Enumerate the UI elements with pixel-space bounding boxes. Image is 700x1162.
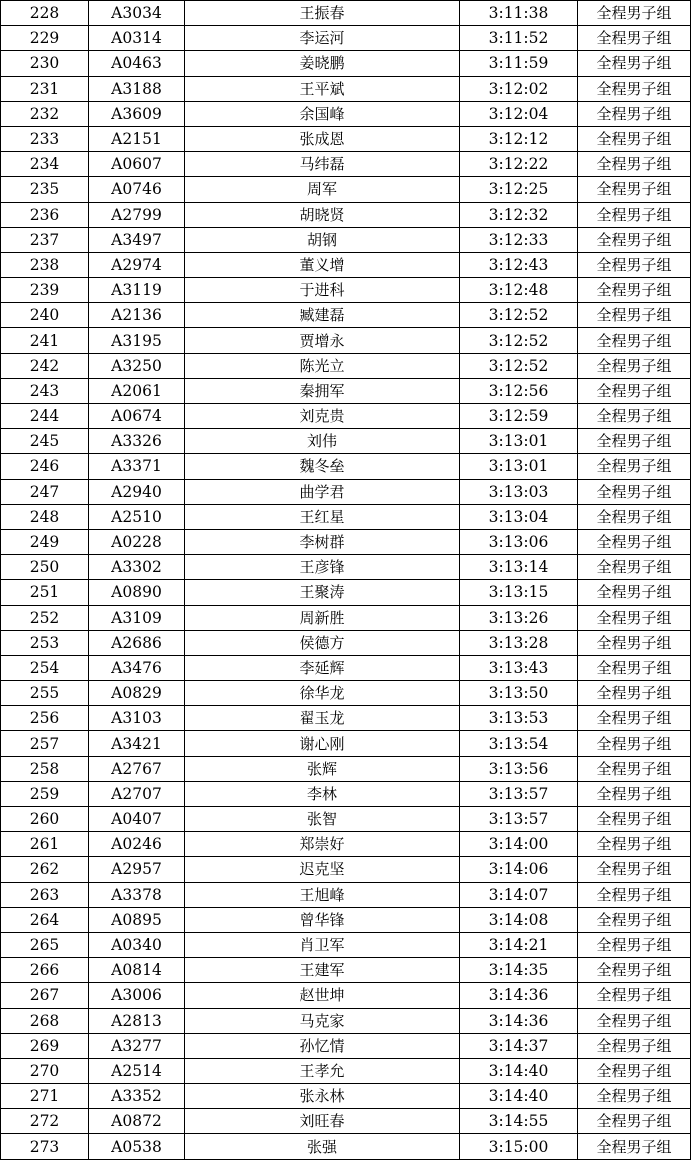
- rank-cell: 263: [1, 882, 89, 907]
- runner-name-cell: 周军: [185, 177, 460, 202]
- finish-time-cell: 3:12:59: [460, 404, 578, 429]
- finish-time-cell: 3:13:01: [460, 454, 578, 479]
- rank-cell: 243: [1, 378, 89, 403]
- rank-cell: 240: [1, 303, 89, 328]
- group-cell: 全程男子组: [578, 1, 691, 26]
- table-row: [1, 1134, 691, 1159]
- finish-time-cell: 3:14:35: [460, 958, 578, 983]
- table-row: [1, 353, 691, 378]
- table-row: [1, 152, 691, 177]
- group-cell: 全程男子组: [578, 328, 691, 353]
- bib-number-cell: A3378: [89, 882, 185, 907]
- table-row: [1, 932, 691, 957]
- bib-number-cell: A3006: [89, 983, 185, 1008]
- table-row: [1, 479, 691, 504]
- finish-time-cell: 3:13:50: [460, 681, 578, 706]
- finish-time-cell: 3:14:36: [460, 1008, 578, 1033]
- bib-number-cell: A0746: [89, 177, 185, 202]
- finish-time-cell: 3:11:59: [460, 51, 578, 76]
- rank-cell: 257: [1, 731, 89, 756]
- runner-name-cell: 胡钢: [185, 227, 460, 252]
- rank-cell: 229: [1, 26, 89, 51]
- finish-time-cell: 3:15:00: [460, 1134, 578, 1159]
- finish-time-cell: 3:13:53: [460, 706, 578, 731]
- table-row: [1, 731, 691, 756]
- bib-number-cell: A3119: [89, 278, 185, 303]
- group-cell: 全程男子组: [578, 807, 691, 832]
- table-row: [1, 454, 691, 479]
- runner-name-cell: 谢心刚: [185, 731, 460, 756]
- group-cell: 全程男子组: [578, 907, 691, 932]
- rank-cell: 241: [1, 328, 89, 353]
- rank-cell: 238: [1, 252, 89, 277]
- finish-time-cell: 3:12:25: [460, 177, 578, 202]
- group-cell: 全程男子组: [578, 630, 691, 655]
- rank-cell: 231: [1, 76, 89, 101]
- group-cell: 全程男子组: [578, 655, 691, 680]
- runner-name-cell: 董义增: [185, 252, 460, 277]
- bib-number-cell: A3277: [89, 1033, 185, 1058]
- table-row: [1, 958, 691, 983]
- runner-name-cell: 臧建磊: [185, 303, 460, 328]
- rank-cell: 266: [1, 958, 89, 983]
- finish-time-cell: 3:13:43: [460, 655, 578, 680]
- runner-name-cell: 陈光立: [185, 353, 460, 378]
- runner-name-cell: 张永林: [185, 1084, 460, 1109]
- runner-name-cell: 王旭峰: [185, 882, 460, 907]
- finish-time-cell: 3:12:56: [460, 378, 578, 403]
- runner-name-cell: 孙忆情: [185, 1033, 460, 1058]
- runner-name-cell: 李延辉: [185, 655, 460, 680]
- runner-name-cell: 王彦锋: [185, 555, 460, 580]
- bib-number-cell: A0340: [89, 932, 185, 957]
- runner-name-cell: 迟克坚: [185, 857, 460, 882]
- group-cell: 全程男子组: [578, 1008, 691, 1033]
- table-row: [1, 706, 691, 731]
- bib-number-cell: A2061: [89, 378, 185, 403]
- rank-cell: 273: [1, 1134, 89, 1159]
- group-cell: 全程男子组: [578, 101, 691, 126]
- bib-number-cell: A3188: [89, 76, 185, 101]
- group-cell: 全程男子组: [578, 177, 691, 202]
- finish-time-cell: 3:13:04: [460, 504, 578, 529]
- bib-number-cell: A3421: [89, 731, 185, 756]
- rank-cell: 271: [1, 1084, 89, 1109]
- finish-time-cell: 3:12:52: [460, 328, 578, 353]
- rank-cell: 235: [1, 177, 89, 202]
- group-cell: 全程男子组: [578, 706, 691, 731]
- bib-number-cell: A3497: [89, 227, 185, 252]
- group-cell: 全程男子组: [578, 605, 691, 630]
- runner-name-cell: 曲学君: [185, 479, 460, 504]
- table-row: [1, 504, 691, 529]
- table-row: [1, 252, 691, 277]
- rank-cell: 269: [1, 1033, 89, 1058]
- rank-cell: 249: [1, 529, 89, 554]
- rank-cell: 254: [1, 655, 89, 680]
- table-row: [1, 26, 691, 51]
- rank-cell: 242: [1, 353, 89, 378]
- runner-name-cell: 郑崇好: [185, 832, 460, 857]
- runner-name-cell: 曾华锋: [185, 907, 460, 932]
- group-cell: 全程男子组: [578, 51, 691, 76]
- bib-number-cell: A2813: [89, 1008, 185, 1033]
- bib-number-cell: A2957: [89, 857, 185, 882]
- rank-cell: 245: [1, 429, 89, 454]
- table-row: [1, 555, 691, 580]
- table-row: [1, 126, 691, 151]
- bib-number-cell: A0895: [89, 907, 185, 932]
- runner-name-cell: 翟玉龙: [185, 706, 460, 731]
- runner-name-cell: 刘克贵: [185, 404, 460, 429]
- runner-name-cell: 侯德方: [185, 630, 460, 655]
- group-cell: 全程男子组: [578, 932, 691, 957]
- runner-name-cell: 王聚涛: [185, 580, 460, 605]
- rank-cell: 253: [1, 630, 89, 655]
- finish-time-cell: 3:13:06: [460, 529, 578, 554]
- finish-time-cell: 3:11:52: [460, 26, 578, 51]
- bib-number-cell: A0538: [89, 1134, 185, 1159]
- bib-number-cell: A3195: [89, 328, 185, 353]
- finish-time-cell: 3:14:37: [460, 1033, 578, 1058]
- runner-name-cell: 于进科: [185, 278, 460, 303]
- finish-time-cell: 3:14:08: [460, 907, 578, 932]
- table-row: [1, 529, 691, 554]
- group-cell: 全程男子组: [578, 832, 691, 857]
- bib-number-cell: A3352: [89, 1084, 185, 1109]
- rank-cell: 236: [1, 202, 89, 227]
- finish-time-cell: 3:14:21: [460, 932, 578, 957]
- group-cell: 全程男子组: [578, 26, 691, 51]
- bib-number-cell: A2707: [89, 781, 185, 806]
- finish-time-cell: 3:12:48: [460, 278, 578, 303]
- group-cell: 全程男子组: [578, 756, 691, 781]
- rank-cell: 228: [1, 1, 89, 26]
- runner-name-cell: 张智: [185, 807, 460, 832]
- runner-name-cell: 王孝允: [185, 1058, 460, 1083]
- group-cell: 全程男子组: [578, 252, 691, 277]
- bib-number-cell: A0314: [89, 26, 185, 51]
- finish-time-cell: 3:12:22: [460, 152, 578, 177]
- group-cell: 全程男子组: [578, 731, 691, 756]
- finish-time-cell: 3:11:38: [460, 1, 578, 26]
- group-cell: 全程男子组: [578, 1058, 691, 1083]
- finish-time-cell: 3:14:55: [460, 1109, 578, 1134]
- finish-time-cell: 3:14:00: [460, 832, 578, 857]
- bib-number-cell: A2799: [89, 202, 185, 227]
- runner-name-cell: 张强: [185, 1134, 460, 1159]
- group-cell: 全程男子组: [578, 227, 691, 252]
- bib-number-cell: A2136: [89, 303, 185, 328]
- rank-cell: 264: [1, 907, 89, 932]
- group-cell: 全程男子组: [578, 1033, 691, 1058]
- group-cell: 全程男子组: [578, 76, 691, 101]
- bib-number-cell: A2151: [89, 126, 185, 151]
- table-row: [1, 177, 691, 202]
- bib-number-cell: A0814: [89, 958, 185, 983]
- group-cell: 全程男子组: [578, 454, 691, 479]
- runner-name-cell: 李运河: [185, 26, 460, 51]
- table-row: [1, 227, 691, 252]
- group-cell: 全程男子组: [578, 681, 691, 706]
- bib-number-cell: A2767: [89, 756, 185, 781]
- rank-cell: 265: [1, 932, 89, 957]
- group-cell: 全程男子组: [578, 378, 691, 403]
- runner-name-cell: 胡晓贤: [185, 202, 460, 227]
- group-cell: 全程男子组: [578, 1134, 691, 1159]
- bib-number-cell: A3103: [89, 706, 185, 731]
- rank-cell: 268: [1, 1008, 89, 1033]
- runner-name-cell: 王建军: [185, 958, 460, 983]
- bib-number-cell: A3371: [89, 454, 185, 479]
- rank-cell: 232: [1, 101, 89, 126]
- group-cell: 全程男子组: [578, 857, 691, 882]
- group-cell: 全程男子组: [578, 781, 691, 806]
- runner-name-cell: 王红星: [185, 504, 460, 529]
- table-row: [1, 580, 691, 605]
- rank-cell: 246: [1, 454, 89, 479]
- finish-time-cell: 3:12:52: [460, 353, 578, 378]
- table-row: [1, 303, 691, 328]
- runner-name-cell: 李林: [185, 781, 460, 806]
- table-row: [1, 605, 691, 630]
- finish-time-cell: 3:13:15: [460, 580, 578, 605]
- table-row: [1, 101, 691, 126]
- rank-cell: 239: [1, 278, 89, 303]
- table-row: [1, 1, 691, 26]
- bib-number-cell: A0890: [89, 580, 185, 605]
- table-row: [1, 882, 691, 907]
- bib-number-cell: A3034: [89, 1, 185, 26]
- finish-time-cell: 3:13:01: [460, 429, 578, 454]
- finish-time-cell: 3:12:32: [460, 202, 578, 227]
- table-row: [1, 378, 691, 403]
- finish-time-cell: 3:12:43: [460, 252, 578, 277]
- bib-number-cell: A0463: [89, 51, 185, 76]
- results-table-body: [1, 1, 691, 1160]
- group-cell: 全程男子组: [578, 353, 691, 378]
- finish-time-cell: 3:14:40: [460, 1058, 578, 1083]
- runner-name-cell: 魏冬垒: [185, 454, 460, 479]
- table-row: [1, 202, 691, 227]
- runner-name-cell: 周新胜: [185, 605, 460, 630]
- bib-number-cell: A0607: [89, 152, 185, 177]
- runner-name-cell: 张成恩: [185, 126, 460, 151]
- runner-name-cell: 马克家: [185, 1008, 460, 1033]
- finish-time-cell: 3:13:54: [460, 731, 578, 756]
- table-row: [1, 1033, 691, 1058]
- rank-cell: 270: [1, 1058, 89, 1083]
- bib-number-cell: A3302: [89, 555, 185, 580]
- table-row: [1, 278, 691, 303]
- finish-time-cell: 3:13:28: [460, 630, 578, 655]
- finish-time-cell: 3:13:56: [460, 756, 578, 781]
- finish-time-cell: 3:13:26: [460, 605, 578, 630]
- group-cell: 全程男子组: [578, 958, 691, 983]
- bib-number-cell: A0872: [89, 1109, 185, 1134]
- bib-number-cell: A3609: [89, 101, 185, 126]
- finish-time-cell: 3:14:06: [460, 857, 578, 882]
- finish-time-cell: 3:14:07: [460, 882, 578, 907]
- rank-cell: 261: [1, 832, 89, 857]
- runner-name-cell: 王振春: [185, 1, 460, 26]
- finish-time-cell: 3:13:57: [460, 781, 578, 806]
- table-row: [1, 51, 691, 76]
- table-row: [1, 983, 691, 1008]
- finish-time-cell: 3:12:04: [460, 101, 578, 126]
- rank-cell: 267: [1, 983, 89, 1008]
- runner-name-cell: 肖卫军: [185, 932, 460, 957]
- group-cell: 全程男子组: [578, 202, 691, 227]
- bib-number-cell: A0829: [89, 681, 185, 706]
- bib-number-cell: A0407: [89, 807, 185, 832]
- table-row: [1, 1109, 691, 1134]
- rank-cell: 230: [1, 51, 89, 76]
- runner-name-cell: 贾增永: [185, 328, 460, 353]
- group-cell: 全程男子组: [578, 882, 691, 907]
- finish-time-cell: 3:13:14: [460, 555, 578, 580]
- bib-number-cell: A0674: [89, 404, 185, 429]
- runner-name-cell: 姜晓鹏: [185, 51, 460, 76]
- bib-number-cell: A0228: [89, 529, 185, 554]
- group-cell: 全程男子组: [578, 504, 691, 529]
- table-row: [1, 907, 691, 932]
- runner-name-cell: 刘旺春: [185, 1109, 460, 1134]
- finish-time-cell: 3:14:40: [460, 1084, 578, 1109]
- rank-cell: 272: [1, 1109, 89, 1134]
- finish-time-cell: 3:12:02: [460, 76, 578, 101]
- runner-name-cell: 刘伟: [185, 429, 460, 454]
- runner-name-cell: 王平斌: [185, 76, 460, 101]
- rank-cell: 250: [1, 555, 89, 580]
- rank-cell: 256: [1, 706, 89, 731]
- table-row: [1, 832, 691, 857]
- finish-time-cell: 3:14:36: [460, 983, 578, 1008]
- runner-name-cell: 赵世坤: [185, 983, 460, 1008]
- bib-number-cell: A3326: [89, 429, 185, 454]
- bib-number-cell: A2514: [89, 1058, 185, 1083]
- table-row: [1, 1058, 691, 1083]
- finish-time-cell: 3:13:57: [460, 807, 578, 832]
- table-row: [1, 1008, 691, 1033]
- runner-name-cell: 李树群: [185, 529, 460, 554]
- group-cell: 全程男子组: [578, 1084, 691, 1109]
- rank-cell: 244: [1, 404, 89, 429]
- runner-name-cell: 余国峰: [185, 101, 460, 126]
- runner-name-cell: 秦拥军: [185, 378, 460, 403]
- rank-cell: 252: [1, 605, 89, 630]
- rank-cell: 259: [1, 781, 89, 806]
- group-cell: 全程男子组: [578, 404, 691, 429]
- rank-cell: 247: [1, 479, 89, 504]
- table-row: [1, 681, 691, 706]
- group-cell: 全程男子组: [578, 303, 691, 328]
- table-row: [1, 807, 691, 832]
- table-row: [1, 655, 691, 680]
- rank-cell: 262: [1, 857, 89, 882]
- finish-time-cell: 3:12:52: [460, 303, 578, 328]
- finish-time-cell: 3:12:12: [460, 126, 578, 151]
- group-cell: 全程男子组: [578, 529, 691, 554]
- finish-time-cell: 3:12:33: [460, 227, 578, 252]
- bib-number-cell: A2510: [89, 504, 185, 529]
- table-row: [1, 404, 691, 429]
- group-cell: 全程男子组: [578, 126, 691, 151]
- finish-time-cell: 3:13:03: [460, 479, 578, 504]
- group-cell: 全程男子组: [578, 555, 691, 580]
- group-cell: 全程男子组: [578, 152, 691, 177]
- group-cell: 全程男子组: [578, 1109, 691, 1134]
- group-cell: 全程男子组: [578, 580, 691, 605]
- table-row: [1, 630, 691, 655]
- table-row: [1, 756, 691, 781]
- rank-cell: 233: [1, 126, 89, 151]
- rank-cell: 251: [1, 580, 89, 605]
- runner-name-cell: 徐华龙: [185, 681, 460, 706]
- rank-cell: 234: [1, 152, 89, 177]
- table-row: [1, 857, 691, 882]
- table-row: [1, 1084, 691, 1109]
- bib-number-cell: A3250: [89, 353, 185, 378]
- runner-name-cell: 马纬磊: [185, 152, 460, 177]
- bib-number-cell: A2940: [89, 479, 185, 504]
- table-row: [1, 781, 691, 806]
- rank-cell: 255: [1, 681, 89, 706]
- group-cell: 全程男子组: [578, 983, 691, 1008]
- group-cell: 全程男子组: [578, 479, 691, 504]
- bib-number-cell: A2686: [89, 630, 185, 655]
- group-cell: 全程男子组: [578, 429, 691, 454]
- rank-cell: 260: [1, 807, 89, 832]
- bib-number-cell: A3109: [89, 605, 185, 630]
- rank-cell: 237: [1, 227, 89, 252]
- bib-number-cell: A2974: [89, 252, 185, 277]
- runner-name-cell: 张辉: [185, 756, 460, 781]
- group-cell: 全程男子组: [578, 278, 691, 303]
- table-row: [1, 429, 691, 454]
- table-row: [1, 76, 691, 101]
- bib-number-cell: A3476: [89, 655, 185, 680]
- rank-cell: 248: [1, 504, 89, 529]
- rank-cell: 258: [1, 756, 89, 781]
- bib-number-cell: A0246: [89, 832, 185, 857]
- table-row: [1, 328, 691, 353]
